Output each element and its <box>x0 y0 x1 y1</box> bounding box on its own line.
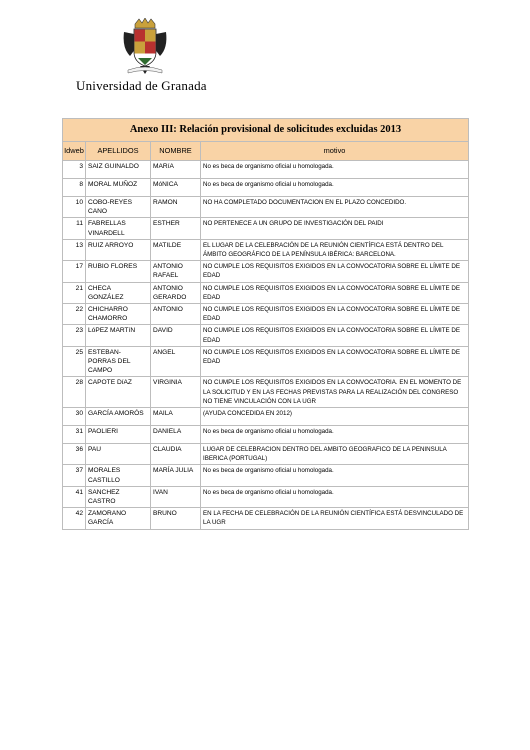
cell-apellidos: CHICHARRO CHAMORRO <box>86 304 151 325</box>
cell-apellidos: LóPEZ MARTíN <box>86 325 151 346</box>
cell-id: 8 <box>63 179 86 197</box>
cell-nombre: RAMON <box>151 197 201 218</box>
cell-id: 42 <box>63 508 86 529</box>
cell-nombre: DANIELA <box>151 426 201 444</box>
table-row <box>63 261 469 282</box>
cell-id: 13 <box>63 239 86 260</box>
cell-nombre: MATILDE <box>151 239 201 260</box>
table-header-row <box>63 142 469 161</box>
cell-motivo: NO CUMPLE LOS REQUISITOS EXIGIDOS EN LA CONVOCATORIA. EN EL MOMENTO DE LA SOLICITUD Y EN LAS FECHAS PREVISTAS PARA LA REALIZACIÓN DEL CONGRESO NO TIENE VINCULACIÓN CON LA UGR <box>201 377 469 408</box>
column-header-nombre: NOMBRE <box>151 142 201 161</box>
table-row <box>63 161 469 179</box>
cell-id: 21 <box>63 282 86 303</box>
cell-motivo: No es beca de organismo oficial u homologada. <box>201 426 469 444</box>
cell-id: 30 <box>63 408 86 426</box>
cell-nombre: BRUNO <box>151 508 201 529</box>
table-row <box>63 444 469 465</box>
cell-motivo: EN LA FECHA DE CELEBRACIÓN DE LA REUNIÓN CIENTÍFICA ESTÁ DESVINCULADO DE LA UGR <box>201 508 469 529</box>
cell-id: 37 <box>63 465 86 486</box>
cell-nombre: CLAUDIA <box>151 444 201 465</box>
university-name: Universidad de Granada <box>76 78 207 93</box>
cell-apellidos: PAOLIERI <box>86 426 151 444</box>
cell-nombre: DAVID <box>151 325 201 346</box>
cell-apellidos: SAIZ GUINALDO <box>86 161 151 179</box>
cell-id: 23 <box>63 325 86 346</box>
column-header-id: Idweb <box>63 142 86 161</box>
table-row <box>63 325 469 346</box>
cell-motivo: No es beca de organismo oficial u homologada. <box>201 465 469 486</box>
table-row <box>63 282 469 303</box>
cell-motivo: No es beca de organismo oficial u homologada. <box>201 161 469 179</box>
cell-motivo: NO CUMPLE LOS REQUISITOS EXIGIDOS EN LA CONVOCATORIA SOBRE EL LÍMITE DE EDAD <box>201 325 469 346</box>
column-header-apellidos: APELLIDOS <box>86 142 151 161</box>
cell-motivo: NO CUMPLE LOS REQUISITOS EXIGIDOS EN LA CONVOCATORIA SOBRE EL LÍMITE DE EDAD <box>201 346 469 377</box>
table-row <box>63 304 469 325</box>
cell-id: 11 <box>63 218 86 239</box>
cell-motivo: NO CUMPLE LOS REQUISITOS EXIGIDOS EN LA CONVOCATORIA SOBRE EL LÍMITE DE EDAD <box>201 304 469 325</box>
table-row <box>63 486 469 507</box>
column-header-motivo: motivo <box>201 142 469 161</box>
cell-nombre: ESTHER <box>151 218 201 239</box>
cell-id: 10 <box>63 197 86 218</box>
cell-id: 41 <box>63 486 86 507</box>
cell-id: 28 <box>63 377 86 408</box>
cell-apellidos: RUBIO FLORES <box>86 261 151 282</box>
cell-apellidos: ZAMORANO GARCÍA <box>86 508 151 529</box>
cell-apellidos: MORALES CASTILLO <box>86 465 151 486</box>
cell-motivo: No es beca de organismo oficial u homologada. <box>201 486 469 507</box>
cell-apellidos: RUIZ ARROYO <box>86 239 151 260</box>
cell-id: 36 <box>63 444 86 465</box>
table-title-row <box>63 119 469 142</box>
cell-id: 17 <box>63 261 86 282</box>
table-row <box>63 179 469 197</box>
cell-apellidos: COBO-REYES CANO <box>86 197 151 218</box>
cell-nombre: ANGEL <box>151 346 201 377</box>
cell-apellidos: MORAL MUÑOZ <box>86 179 151 197</box>
cell-nombre: MARÍA JULIA <box>151 465 201 486</box>
cell-apellidos: PAU <box>86 444 151 465</box>
table-row <box>63 377 469 408</box>
table-row <box>63 508 469 529</box>
cell-apellidos: SANCHEZ CASTRO <box>86 486 151 507</box>
cell-motivo: NO CUMPLE LOS REQUISITOS EXIGIDOS EN LA CONVOCATORIA SOBRE EL LÍMITE DE EDAD <box>201 282 469 303</box>
table-row <box>63 218 469 239</box>
cell-nombre: VIRGINIA <box>151 377 201 408</box>
cell-nombre: MAILA <box>151 408 201 426</box>
cell-id: 25 <box>63 346 86 377</box>
cell-motivo: No es beca de organismo oficial u homologada. <box>201 179 469 197</box>
cell-apellidos: CHECA GONZÁLEZ <box>86 282 151 303</box>
table-row <box>63 426 469 444</box>
university-crest-icon <box>122 18 168 76</box>
cell-nombre: IVAN <box>151 486 201 507</box>
cell-apellidos: ESTEBAN-PORRAS DEL CAMPO <box>86 346 151 377</box>
cell-nombre: ANTONIO GERARDO <box>151 282 201 303</box>
cell-nombre: MARíA <box>151 161 201 179</box>
cell-motivo: NO CUMPLE LOS REQUISITOS EXIGIDOS EN LA CONVOCATORIA SOBRE EL LÍMITE DE EDAD <box>201 261 469 282</box>
excluded-applications-table <box>62 118 469 530</box>
cell-motivo: EL LUGAR DE LA CELEBRACIÓN DE LA REUNIÓN CIENTÍFICA ESTÁ DENTRO DEL ÁMBITO GEOGRÁFICO DE LA PENÍNSULA IBÉRICA: BARCELONA. <box>201 239 469 260</box>
table-row <box>63 239 469 260</box>
table-title: Anexo III: Relación provisional de solicitudes excluidas 2013 <box>63 119 469 142</box>
cell-nombre: ANTONIO RAFAEL <box>151 261 201 282</box>
cell-nombre: MóNICA <box>151 179 201 197</box>
cell-apellidos: GARCÍA AMORÓS <box>86 408 151 426</box>
cell-nombre: ANTONIO <box>151 304 201 325</box>
cell-id: 22 <box>63 304 86 325</box>
cell-id: 31 <box>63 426 86 444</box>
table-row <box>63 346 469 377</box>
table-body <box>63 161 469 530</box>
cell-id: 3 <box>63 161 86 179</box>
table-row <box>63 408 469 426</box>
table-row <box>63 465 469 486</box>
cell-apellidos: CAPOTE DíAZ <box>86 377 151 408</box>
cell-motivo: LUGAR DE CELEBRACION DENTRO DEL AMBITO GEOGRAFICO DE LA PENINSULA IBERICA (PORTUGAL) <box>201 444 469 465</box>
cell-motivo: NO HA COMPLETADO DOCUMENTACION EN EL PLAZO CONCEDIDO. <box>201 197 469 218</box>
cell-apellidos: FABRELLAS VINARDELL <box>86 218 151 239</box>
cell-motivo: (AYUDA CONCEDIDA EN 2012) <box>201 408 469 426</box>
cell-motivo: NO PERTENECE A UN GRUPO DE INVESTIGACIÓN DEL PAIDI <box>201 218 469 239</box>
table-row <box>63 197 469 218</box>
